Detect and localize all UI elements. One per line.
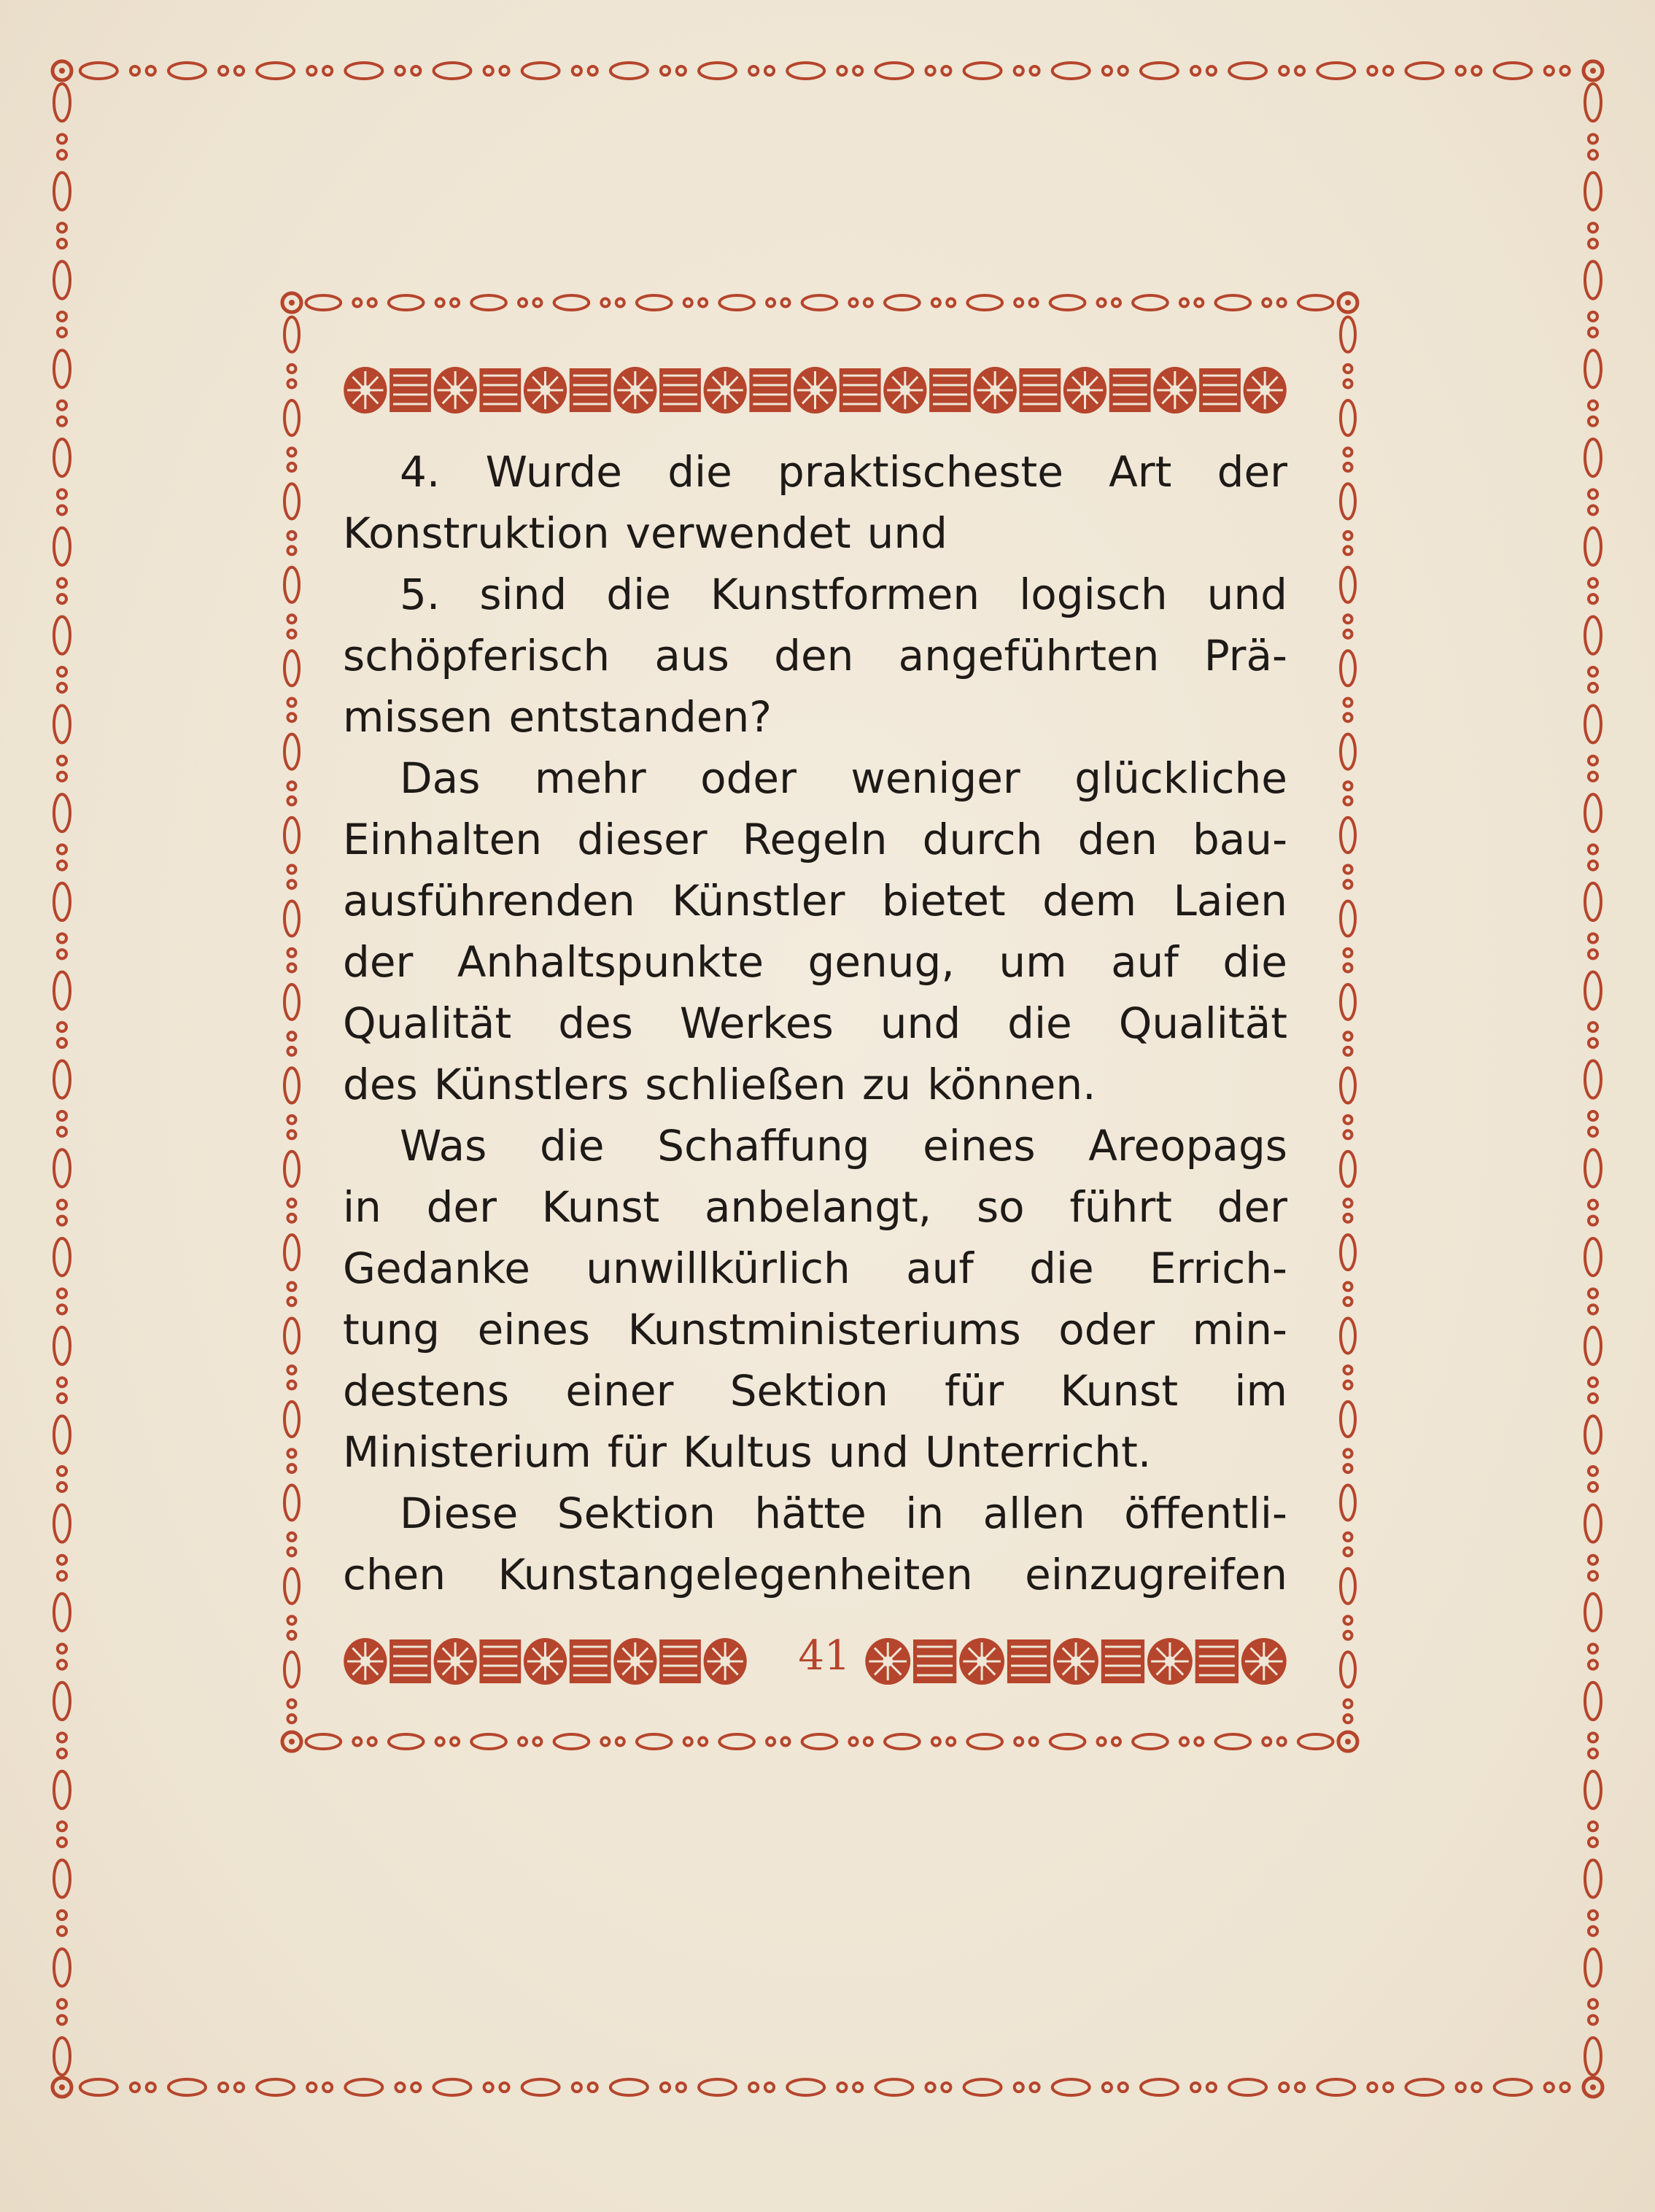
text-line <box>343 993 1287 1054</box>
word: dieser <box>577 815 708 864</box>
word: Künstlers <box>433 1060 629 1109</box>
word: missen <box>343 692 493 742</box>
word: 5. <box>400 570 441 619</box>
word: min- <box>1192 1305 1287 1354</box>
word: 4. <box>400 447 441 497</box>
body-text <box>343 441 1287 1605</box>
word: Ministerium <box>343 1427 592 1477</box>
word: Das <box>400 753 481 803</box>
word: in <box>343 1182 381 1232</box>
word: Werkes <box>679 998 834 1048</box>
word: Sektion <box>729 1366 888 1416</box>
word: tung <box>343 1305 441 1354</box>
word: Qualität <box>1118 998 1287 1048</box>
word: Kultus <box>682 1427 813 1477</box>
text-line <box>343 1421 1287 1483</box>
word: Art <box>1109 447 1172 497</box>
word: des <box>343 1060 418 1109</box>
word: Einhalten <box>343 815 543 864</box>
word: der <box>1217 447 1287 497</box>
text-line <box>343 1176 1287 1238</box>
text-line <box>343 748 1287 809</box>
text-line <box>343 809 1287 870</box>
word: und <box>828 1427 910 1477</box>
word: anbelangt, <box>705 1182 932 1232</box>
word: bau- <box>1192 815 1287 864</box>
text-line <box>343 502 1287 564</box>
text-line <box>343 441 1287 502</box>
word: sind <box>479 570 567 619</box>
word: Konstruktion <box>343 508 610 558</box>
word: dem <box>1042 876 1137 925</box>
text-line <box>343 1115 1287 1176</box>
word: genug, <box>807 937 955 987</box>
word: die <box>1029 1243 1094 1293</box>
text-line <box>343 870 1287 931</box>
word: Kunst <box>541 1182 660 1232</box>
word: Gedanke <box>343 1243 530 1293</box>
word: aus <box>654 631 729 680</box>
word: die <box>540 1121 605 1171</box>
word: Kunstformen <box>710 570 980 619</box>
word: Prä- <box>1204 631 1287 680</box>
text-line <box>343 1238 1287 1299</box>
word: verwendet <box>625 508 851 558</box>
word: und <box>867 508 947 558</box>
word: den <box>1077 815 1158 864</box>
word: Sektion <box>557 1489 716 1538</box>
word: für <box>607 1427 667 1477</box>
word: bietet <box>881 876 1006 925</box>
word: ausführenden <box>343 876 635 925</box>
word: auf <box>1111 937 1179 987</box>
text-line <box>343 564 1287 625</box>
word: auf <box>906 1243 974 1293</box>
word: der <box>343 937 414 987</box>
word: und <box>880 998 961 1048</box>
word: glückliche <box>1074 753 1287 803</box>
word: Kunstangelegenheiten <box>497 1550 973 1599</box>
word: Anhaltspunkte <box>457 937 764 987</box>
word: den <box>774 631 854 680</box>
word: können. <box>927 1060 1096 1109</box>
word: so <box>976 1182 1025 1232</box>
word: für <box>945 1366 1004 1416</box>
word: Schaffung <box>657 1121 870 1171</box>
word: Unterricht. <box>925 1427 1152 1477</box>
word: führt <box>1069 1182 1172 1232</box>
bottom-rosette-band-right <box>864 1634 1287 1689</box>
text-line <box>343 1054 1287 1115</box>
word: eines <box>477 1305 591 1354</box>
word: die <box>1222 937 1287 987</box>
word: um <box>999 937 1067 987</box>
word: die <box>606 570 671 619</box>
word: angeführten <box>898 631 1160 680</box>
word: allen <box>982 1489 1085 1538</box>
word: Künstler <box>672 876 845 925</box>
top-rosette-band <box>343 362 1287 418</box>
text-line <box>343 1360 1287 1421</box>
word: des <box>558 998 633 1048</box>
word: schöpferisch <box>343 631 611 680</box>
word: eines <box>923 1121 1036 1171</box>
text-line <box>343 1483 1287 1544</box>
word: weniger <box>850 753 1020 803</box>
word: und <box>1206 570 1287 619</box>
word: durch <box>922 815 1043 864</box>
word: die <box>1007 998 1072 1048</box>
word: Errich- <box>1149 1243 1287 1293</box>
word: Regeln <box>742 815 888 864</box>
word: einer <box>565 1366 674 1416</box>
word: Diese <box>400 1489 519 1538</box>
text-line <box>343 1544 1287 1605</box>
word: einzugreifen <box>1025 1550 1287 1599</box>
word: Kunstministeriums <box>627 1305 1021 1354</box>
text-line <box>343 686 1287 748</box>
word: Kunst <box>1060 1366 1179 1416</box>
word: schließen <box>645 1060 846 1109</box>
word: zu <box>861 1060 912 1109</box>
word: Areopags <box>1088 1121 1287 1171</box>
word: der <box>1217 1182 1287 1232</box>
word: oder <box>700 753 797 803</box>
word: hätte <box>754 1489 867 1538</box>
word: Wurde <box>485 447 622 497</box>
word: Laien <box>1173 876 1287 925</box>
word: die <box>667 447 732 497</box>
word: öffentli- <box>1124 1489 1287 1538</box>
page-number: 41 <box>798 1632 850 1680</box>
word: im <box>1234 1366 1287 1416</box>
word: oder <box>1058 1305 1155 1354</box>
bottom-rosette-band-left <box>343 1634 748 1689</box>
word: destens <box>343 1366 510 1416</box>
word: in <box>905 1489 945 1538</box>
word: Was <box>400 1121 487 1171</box>
word: chen <box>343 1550 446 1599</box>
word: entstanden? <box>508 692 772 742</box>
text-line <box>343 1299 1287 1360</box>
text-line <box>343 931 1287 993</box>
word: praktischeste <box>778 447 1063 497</box>
word: Qualität <box>343 998 512 1048</box>
word: mehr <box>534 753 646 803</box>
word: der <box>426 1182 497 1232</box>
word: unwillkürlich <box>586 1243 850 1293</box>
text-line <box>343 625 1287 686</box>
word: logisch <box>1019 570 1168 619</box>
